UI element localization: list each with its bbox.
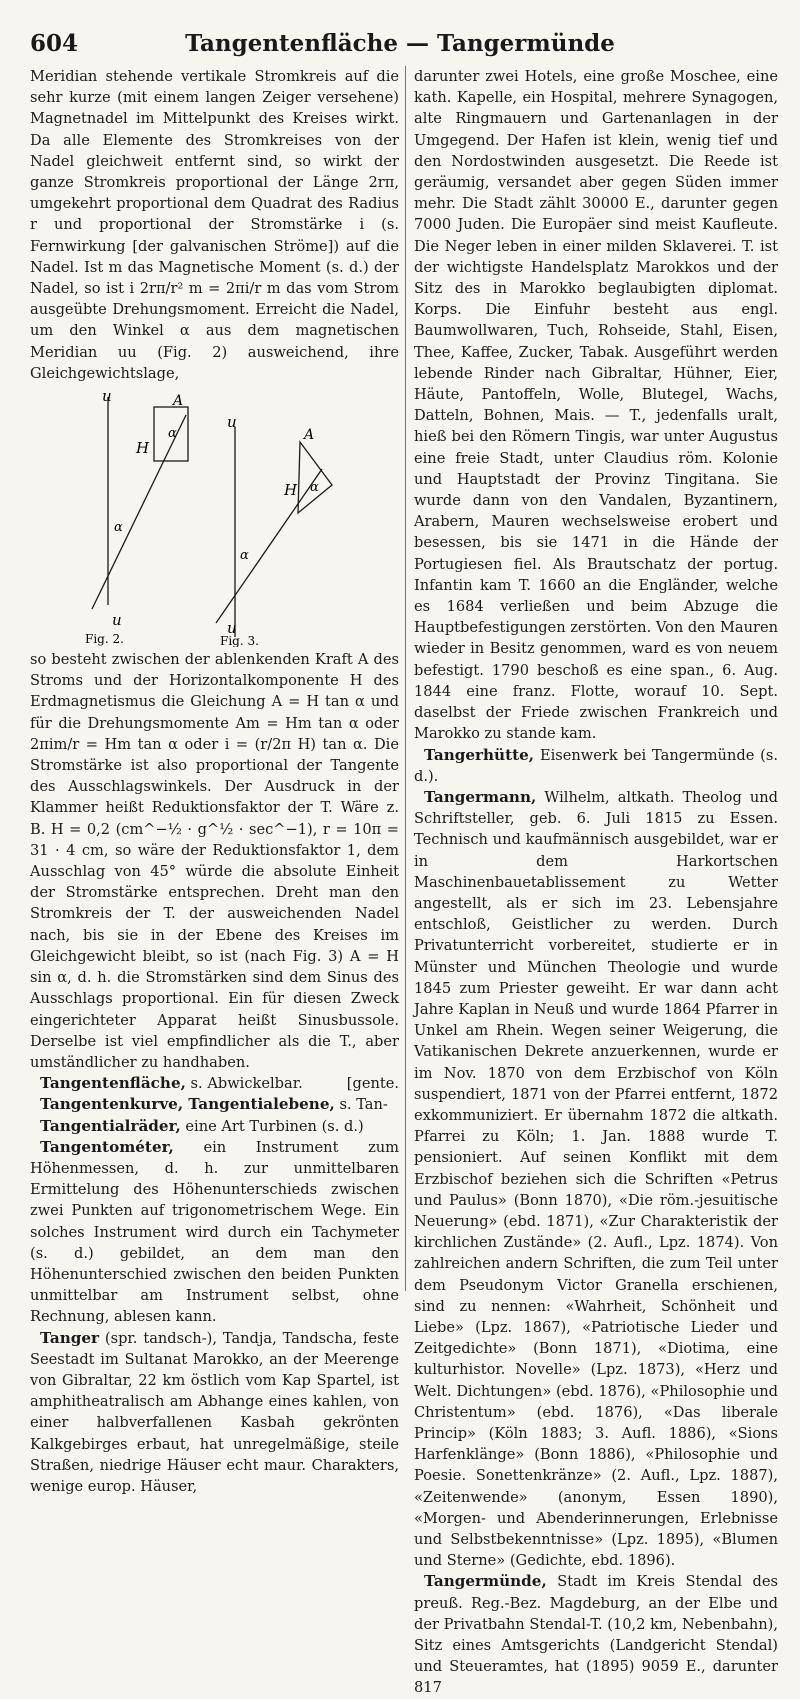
entry-tangentenkurve <box>30 1094 399 1115</box>
fig3-label-alpha-upper: α <box>310 480 319 496</box>
running-title: Tangentenfläche — Tangermünde <box>185 30 615 57</box>
galvanometer-paragraph-2: so besteht zwischen der ablenkenden Kraft A des Stroms und der Horizontalkomponente H des Erdmagnetismus die Gleichung A = H tan α und für die Drehungsmomente Am = Hm tan α oder 2πim/r = Hm tan α oder i = (r/2π H) tan α. Die Stromstärke ist also proportional der Tangente des Ausschlagswinkels. Der Ausdruck in der Klammer heißt Reduktionsfaktor der T. Wäre z. B. H = 0,2 (cm^−½ · g^½ · sec^−1), r = 10π = 31 · 4 cm, so wäre der Reduktionsfaktor 1, dem Ausschlag von 45° würde die absolute Einheit der Stromstärke entsprechen. Dreht man den Stromkreis der T. der ausweichenden Nadel nach, bis sie in der Ebene des Kreises im Gleichgewicht bleibt, so ist (nach Fig. 3) A = H sin α, d. h. die Stromstärken sind dem Sinus des Ausschlags proportional. Ein für diesen Zweck eingerichteter Apparat heißt Sinusbussole. Derselbe ist viel empfindlicher als die T., aber umständlicher zu handhaben. <box>30 651 399 1071</box>
fig3-label-A: A <box>304 427 315 444</box>
entry-tangentometer <box>30 1137 399 1328</box>
entry-text: Wilhelm, altkath. Theolog und Schriftsteller, geb. 6. Juli 1815 zu Essen. Technisch und kaufmännisch ausgebildet, war er in dem Harkortschen Maschinenbauetablissement zu Wetter angestellt, als er sich im 23. Lebensjahre entschloß, Geistlicher zu werden. Durch Privatunterricht vorbereitet, studierte er in Münster und München Theologie und wurde 1845 zum Priester geweiht. Er war dann acht Jahre Kaplan in Neuß und wurde 1864 Pfarrer in Unkel am Rhein. Wegen seiner Weigerung, die Vatikanischen Dekrete anzuerkennen, wurde er im Nov. 1870 von dem Erzbischof von Köln suspendiert, 1871 von der Pfarrei entfernt, 1872 exkommuniziert. Er übernahm 1872 die altkath. Pfarrei zu Köln; 1. Jan. 1888 wurde T. pensioniert. Auf seinen Konflikt mit dem Erzbischof beziehen sich die Schriften «Petrus und Paulus» (Bonn 1870), «Die röm.-jesuitische Neuerung» (ebd. 1871), «Zur Charakteristik der kirchlichen Zustände» (2. Aufl., Lpz. 1874). Von zahlreichen andern Schriften, die zum Teil unter dem Pseudonym Victor Granella erschienen, sind zu nennen: «Wahrheit, Schönheit und Liebe» (Lpz. 1867), «Patriotische Lieder und Zeitgedichte» (Bonn 1871), «Diotima, eine kulturhistor. Novelle» (Lpz. 1873), «Herz und Welt. Dichtungen» (ebd. 1876), «Philosophie und Christentum» (ebd. 1876), «Das liberale Princip» (Köln 1883; 3. Aufl. 1886), «Sions Harfenklänge» (Bonn 1886), «Philosophie und Poesie. Sonettenkränze» (2. Aufl., Lpz. 1887), «Zeitenwende» (anonym, Essen 1890), «Morgen- und Abenderinnerungen, Erlebnisse und Selbstbekenntnisse» (Lpz. 1895), «Blumen und Sterne» (Gedichte, ebd. 1896). <box>414 788 778 1570</box>
entry-tangermuende <box>414 1571 778 1698</box>
tanger-continuation: darunter zwei Hotels, eine große Moschee, eine kath. Kapelle, ein Hospital, mehrere Synagogen, alte Ringmauern und Gartenanlagen in der Umgegend. Der Hafen ist klein, wenig tief und den Nordostwinden ausgesetzt. Die Reede ist geräumig, versandet aber gegen Süden immer mehr. Die Stadt zählt 30000 E., darunter gegen 7000 Juden. Die Europäer sind meist Kaufleute. Die Neger leben in einer milden Sklaverei. T. ist der wichtigste Handelsplatz Marokkos und der Sitz des in Marokko beglaubigten diplomat. Korps. Die Einfuhr besteht aus engl. Baumwollwaren, Tuch, Rohseide, Stahl, Eisen, Thee, Kaffee, Zucker, Tabak. Ausgeführt werden lebende Rinder nach Gibraltar, Hühner, Eier, Häute, Pantoffeln, Wolle, Blutegel, Wachs, Datteln, Bohnen, Mais. — T., jedenfalls uralt, hieß bei den Römern Tingis, war unter Augustus eine freie Stadt, unter Claudius röm. Kolonie und Hauptstadt der Provinz Tingitana. Sie wurde dann von den Vandalen, Byzantinern, Arabern, Mauren wechselsweise erobert und besessen, bis sie 1471 in die Hände der Portugiesen fiel. Als Brautschatz der portug. Infantin kam T. 1660 an die Engländer, welche es 1684 verließen und beim Abzuge die Hauptbefestigungen zerstörten. Von den Mauren wieder in Besitz genommen, ward es von neuem befestigt. 1790 beschoß es eine span., 6. Aug. 1844 eine franz. Flotte, worauf 10. Sept. daselbst der Friede zwischen Frankreich und Marokko zu stande kam. <box>414 68 778 743</box>
figures <box>30 387 399 647</box>
fig2-label-u-bottom: u <box>112 611 122 630</box>
entry-text: s. Abwickelbar. <box>190 1075 303 1093</box>
page-header <box>30 30 770 62</box>
page-number: 604 <box>30 30 79 57</box>
fig3-label-u-bottom: u <box>227 619 237 638</box>
figure-drawing <box>30 387 399 647</box>
entry-tangentenflaeche <box>30 1073 399 1094</box>
fig3-label-alpha-lower: α <box>240 548 249 564</box>
entry-headword: Tangermünde, <box>424 1572 547 1591</box>
entry-headword: Tangermann, <box>424 787 537 806</box>
entry-text: (spr. tandsch-), Tandja, Tandscha, feste Seestadt im Sultanat Marokko, an der Meerenge von Gibraltar, 22 km östlich vom Kap Spartel, ist amphitheatralisch am Abhange eines kahlen, von einer halbverfallenen Kasbah gekrönten Kalkgebirges erbaut, hat unregelmäßige, steile Straßen, niedrige Häuser echt maur. Charakters, wenige europ. Häuser, <box>30 1329 399 1495</box>
entry-text: eine Art Turbinen (s. d.) <box>185 1117 364 1135</box>
entry-headword: Tangentométer, <box>40 1137 174 1156</box>
fig2-label-alpha-lower: α <box>114 520 123 536</box>
entry-headword: Tangentialräder, <box>40 1116 181 1135</box>
left-column <box>30 66 399 1497</box>
fig2-label-A: A <box>173 393 184 410</box>
fig3-caption: Fig. 3. <box>220 634 259 648</box>
entry-tanger <box>30 1328 399 1498</box>
fig3-needle <box>216 469 322 623</box>
entry-text: Eisenwerk bei Tangermünde (s. d.). <box>414 746 778 785</box>
column-divider <box>405 66 406 1291</box>
entry-headword: Tangentenfläche, <box>40 1074 186 1093</box>
entry-text: s. Tan- <box>339 1096 388 1114</box>
entry-headword: Tangentenkurve, Tangentialebene, <box>40 1095 335 1114</box>
fig3-coil <box>298 442 332 513</box>
entry-text: Stadt im Kreis Stendal des preuß. Reg.-Bez. Magdeburg, an der Elbe und der Privatbahn Stendal-T. (10,2 km, Nebenbahn), Sitz eines Amtsgerichts (Landgericht Stendal) und Steueramtes, hat (1895) 9059 E., darunter 817 <box>414 1573 778 1697</box>
fig2-label-alpha-upper: α <box>168 426 177 442</box>
entry-headword: Tangerhütte, <box>424 745 535 764</box>
entry-tangentialraeder <box>30 1116 399 1137</box>
entry-text: ein Instrument zum Höhenmessen, d. h. zur unmittelbaren Ermittelung des Höhenunterschieds zwischen zwei Punkten auf trigonometrischem Wege. Ein solches Instrument wird durch ein Tachymeter (s. d.) gebildet, an dem man den Höhenunterschied zwischen den beiden Punkten unmittelbar am Instrument selbst, ohne Rechnung, ablesen kann. <box>30 1138 400 1326</box>
fig3-label-H: H <box>284 481 298 500</box>
entry-tangerhuette <box>414 745 778 787</box>
entry-carryover: [gente. <box>346 1075 399 1093</box>
right-column <box>414 66 778 1699</box>
entry-tangermann <box>414 787 778 1572</box>
fig2-caption: Fig. 2. <box>85 632 124 647</box>
fig2-label-u-top: u <box>102 387 112 406</box>
entry-headword: Tanger <box>40 1328 100 1347</box>
fig2-label-H: H <box>136 439 150 458</box>
fig3-label-u-top: u <box>227 413 237 432</box>
galvanometer-paragraph-1: Meridian stehende vertikale Stromkreis auf die sehr kurze (mit einem langen Zeiger versehene) Magnetnadel im Mittelpunkt des Kreises wirkt. Da alle Elemente des Stromkreises von der Nadel gleichweit entfernt sind, so wirkt der ganze Stromkreis proportional der Länge 2rπ, umgekehrt proportional dem Quadrat des Radius r und proportional der Stromstärke i (s. Fernwirkung [der galvanischen Ströme]) auf die Nadel. Ist m das Magnetische Moment (s. d.) der Nadel, so ist i 2rπ/r² m = 2πi/r m das vom Strom ausgeübte Drehungsmoment. Erreicht die Nadel, um den Winkel α aus dem magnetischen Meridian uu (Fig. 2) ausweichend, ihre Gleichgewichtslage, <box>30 68 399 382</box>
